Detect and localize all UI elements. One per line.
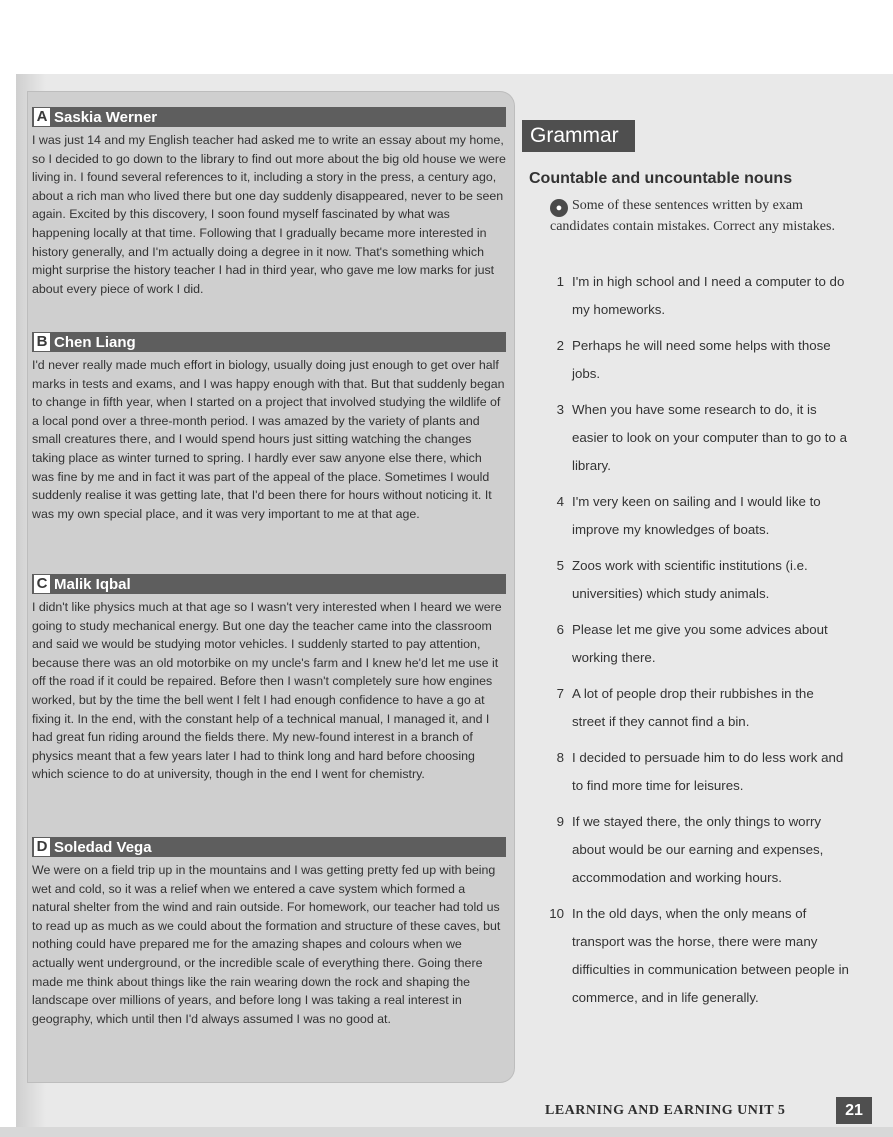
instructions-text: Some of these sentences written by exam candidates contain mistakes. Correct any mistakes.	[550, 198, 835, 234]
story-text: I was just 14 and my English teacher had asked me to write an essay about my home, so I decided to go down to the library to find out more about the big old house we were living in. I found several references to it, including a story in the press, a century ago, about a rich man who lived there but one day suddenly disappeared, never to be seen again. Excited by this discovery, I soon found myself fascinated by what was happening locally at that time. Following that I gradually became more interested in history generally, and I'm actually doing a degree in it now. That's something which might surprise the history teacher I had in third year, who gave me low marks for just about every piece of work I did.	[32, 133, 506, 296]
story-header	[32, 332, 506, 352]
sentence-number: 7	[556, 686, 564, 701]
sentence-item	[544, 744, 850, 800]
sentence-item	[544, 552, 850, 608]
page-bottom-edge	[0, 1127, 893, 1137]
sentence-item	[544, 616, 850, 672]
sentence-item	[544, 808, 850, 892]
story-letter: B	[34, 333, 50, 351]
page-number: 21	[836, 1097, 872, 1124]
sentence-text: Please let me give you some advices about working there.	[572, 622, 828, 665]
sentence-number: 2	[556, 338, 564, 353]
sentence-list	[544, 268, 850, 1012]
sentence-text: A lot of people drop their rubbishes in the street if they cannot find a bin.	[572, 686, 814, 729]
sentence-number: 4	[556, 494, 564, 509]
sentence-item	[544, 332, 850, 388]
sentence-number: 5	[556, 558, 564, 573]
grammar-tab: Grammar	[522, 120, 635, 152]
sentence-number: 3	[556, 402, 564, 417]
story-letter: D	[34, 838, 50, 856]
sentence-item	[544, 680, 850, 736]
story-letter: A	[34, 108, 50, 126]
sentence-item	[544, 900, 850, 1012]
story-header	[32, 574, 506, 594]
story-name: Chen Liang	[54, 333, 136, 351]
page-footer: LEARNING AND EARNING UNIT 5	[545, 1103, 786, 1118]
grammar-instructions	[550, 196, 850, 236]
sentence-item	[544, 268, 850, 324]
sentence-text: I'm very keen on sailing and I would like to improve my knowledges of boats.	[572, 494, 821, 537]
section-title: Countable and uncountable nouns	[529, 170, 793, 187]
story-c	[32, 574, 506, 784]
story-header	[32, 837, 506, 857]
sentence-text: When you have some research to do, it is easier to look on your computer than to go to a library.	[572, 402, 847, 473]
sentence-text: Perhaps he will need some helps with those jobs.	[572, 338, 831, 381]
story-letter: C	[34, 575, 50, 593]
story-a	[32, 107, 506, 298]
sentence-number: 8	[556, 750, 564, 765]
sentence-item	[544, 396, 850, 480]
story-text: I didn't like physics much at that age so I wasn't very interested when I heard we were going to study mechanical energy. But one day the teacher came into the classroom and said we would be studying motor vehicles. I suddenly started to pay attention, because there was an old motorbike on my uncle's farm and I knew he'd let me use it off the road if it could be repaired. Before then I wasn't completely sure how engines worked, but by the time the bell went I felt I had enough confidence to have a go at fixing it. In the end, with the constant help of a technical manual, I managed it, and I had great fun riding around the fields there. My new-found interest in a branch of physics meant that a few years later I had to think long and hard before choosing which science to do at university, though in the end I went for chemistry.	[32, 600, 502, 782]
story-header	[32, 107, 506, 127]
sentence-number: 6	[556, 622, 564, 637]
story-d	[32, 837, 506, 1028]
sentence-number: 9	[556, 814, 564, 829]
story-text: We were on a field trip up in the mountains and I was getting pretty fed up with being wet and cold, so it was a relief when we entered a cave system which formed a natural shelter from the wind and rain outside. For homework, our teacher had told us to read up as much as we could about the formation and structure of these caves, but nothing could have prepared me for the amazing shapes and colours when we actually went underground, or the incredible scale of everything there. Going there made me think about things like the rain wearing down the rock and shaping the landscape over millions of years, and before long I was taking a real interest in geography, which until then I'd always assumed I was no good at.	[32, 863, 501, 1026]
story-name: Malik Iqbal	[54, 575, 131, 593]
sentence-text: If we stayed there, the only things to worry about would be our earning and expenses, accommodation and working hours.	[572, 814, 824, 885]
exam-tip-icon: ●	[550, 199, 568, 217]
sentence-text: In the old days, when the only means of transport was the horse, there were many difficulties in communication between people in commerce, and in life generally.	[572, 906, 849, 1005]
sentence-text: Zoos work with scientific institutions (i.e. universities) which study animals.	[572, 558, 808, 601]
sentence-item	[544, 488, 850, 544]
sentence-number: 1	[556, 274, 564, 289]
story-b	[32, 332, 506, 523]
sentence-text: I'm in high school and I need a computer to do my homeworks.	[572, 274, 845, 317]
story-text: I'd never really made much effort in biology, usually doing just enough to get over half marks in tests and exams, and I was happy enough with that. But that suddenly began to change in fifth year, when I started on a project that involved studying the wildlife of a local pond over a three-month period. I was amazed by the variety of plants and small creatures there, and I would spend hours just sitting watching the changes taking place as winter turned to spring. I hardly ever saw anyone else there, which was fine by me and in fact it was part of the appeal of the place. Sometimes I would suddenly realise it was getting late, that I'd been there for hours without noticing it. It was my own special place, and it was very important to me at that age.	[32, 358, 505, 521]
sentence-number: 10	[549, 906, 564, 921]
story-name: Saskia Werner	[54, 108, 158, 126]
story-name: Soledad Vega	[54, 838, 152, 856]
sentence-text: I decided to persuade him to do less work and to find more time for leisures.	[572, 750, 844, 793]
